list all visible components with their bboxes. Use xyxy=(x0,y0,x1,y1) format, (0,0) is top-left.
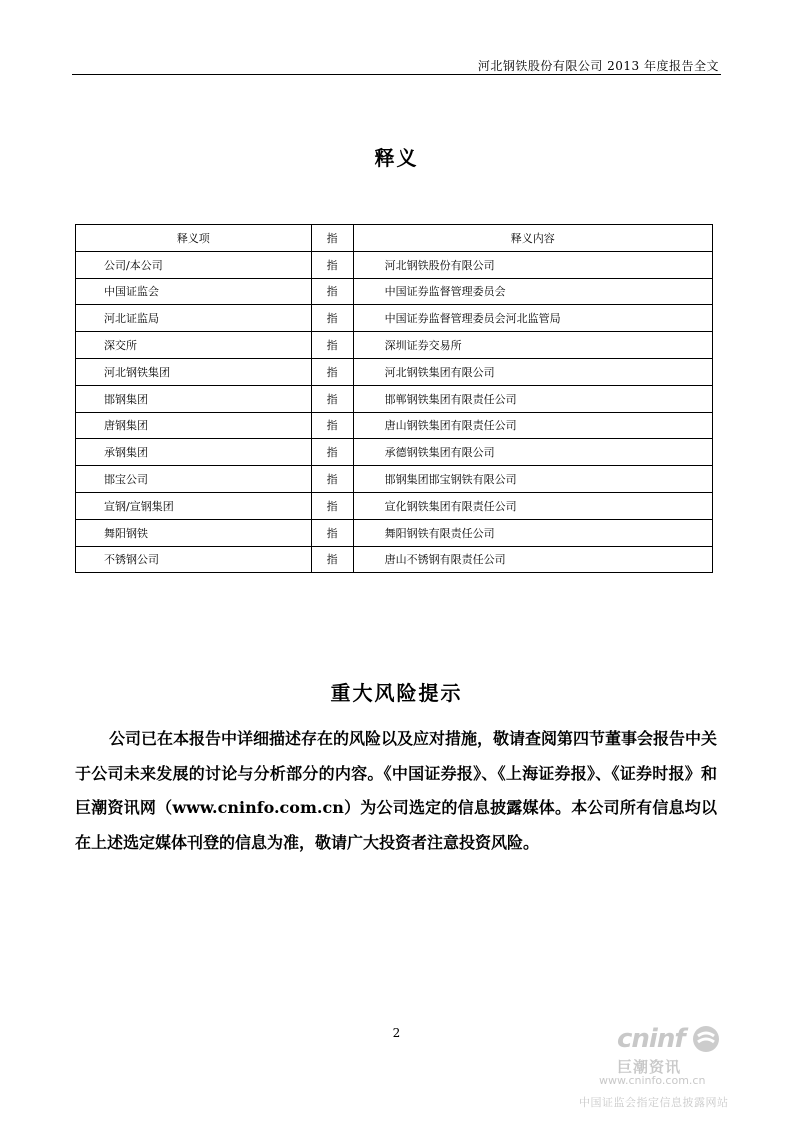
cninfo-logo-icon xyxy=(691,1024,721,1054)
page-number: 2 xyxy=(392,1026,401,1040)
term-cell: 深交所 xyxy=(76,332,312,359)
meaning-cell: 邯郸钢铁集团有限责任公司 xyxy=(353,385,712,412)
mark-cell: 指 xyxy=(311,412,353,439)
mark-cell: 指 xyxy=(311,546,353,573)
definitions-title: 释义 xyxy=(374,146,419,170)
term-cell: 邯宝公司 xyxy=(76,466,312,493)
term-cell: 承钢集团 xyxy=(76,439,312,466)
mark-cell: 指 xyxy=(311,358,353,385)
table-row xyxy=(76,439,713,466)
meaning-cell: 唐山不锈钢有限责任公司 xyxy=(353,546,712,573)
meaning-cell: 承德钢铁集团有限公司 xyxy=(353,439,712,466)
table-row xyxy=(76,385,713,412)
term-cell: 唐钢集团 xyxy=(76,412,312,439)
mark-cell: 指 xyxy=(311,251,353,278)
table-row xyxy=(76,332,713,359)
cninfo-watermark xyxy=(579,1022,769,1114)
term-cell: 舞阳钢铁 xyxy=(76,519,312,546)
mark-cell: 指 xyxy=(311,278,353,305)
mark-cell: 指 xyxy=(311,466,353,493)
definitions-table xyxy=(75,224,713,573)
meaning-cell: 宣化钢铁集团有限责任公司 xyxy=(353,492,712,519)
table-header-row xyxy=(76,225,713,252)
term-cell: 宣钢/宣钢集团 xyxy=(76,492,312,519)
mark-cell: 指 xyxy=(311,492,353,519)
table-row xyxy=(76,412,713,439)
term-cell: 邯钢集团 xyxy=(76,385,312,412)
mark-cell: 指 xyxy=(311,439,353,466)
table-row xyxy=(76,305,713,332)
table-row xyxy=(76,546,713,573)
table-row xyxy=(76,519,713,546)
table-row xyxy=(76,358,713,385)
header-divider xyxy=(72,74,721,75)
meaning-cell: 邯钢集团邯宝钢铁有限公司 xyxy=(353,466,712,493)
report-header-title: 河北钢铁股份有限公司 2013 年度报告全文 xyxy=(477,59,719,73)
meaning-cell: 深圳证券交易所 xyxy=(353,332,712,359)
term-cell: 河北证监局 xyxy=(76,305,312,332)
mark-cell: 指 xyxy=(311,519,353,546)
table-row xyxy=(76,278,713,305)
risk-section-title: 重大风险提示 xyxy=(330,681,463,705)
watermark-tagline: 中国证监会指定信息披露网站 xyxy=(579,1096,729,1109)
column-header-term: 释义项 xyxy=(76,225,312,252)
table-row xyxy=(76,492,713,519)
term-cell: 公司/本公司 xyxy=(76,251,312,278)
term-cell: 中国证监会 xyxy=(76,278,312,305)
meaning-cell: 中国证券监督管理委员会河北监管局 xyxy=(353,305,712,332)
meaning-cell: 唐山钢铁集团有限责任公司 xyxy=(353,412,712,439)
table-row xyxy=(76,466,713,493)
watermark-url: www.cninfo.com.cn xyxy=(599,1074,706,1087)
mark-cell: 指 xyxy=(311,385,353,412)
meaning-cell: 舞阳钢铁有限责任公司 xyxy=(353,519,712,546)
term-cell: 河北钢铁集团 xyxy=(76,358,312,385)
column-header-mark: 指 xyxy=(311,225,353,252)
meaning-cell: 中国证券监督管理委员会 xyxy=(353,278,712,305)
table-row xyxy=(76,251,713,278)
meaning-cell: 河北钢铁股份有限公司 xyxy=(353,251,712,278)
mark-cell: 指 xyxy=(311,305,353,332)
risk-paragraph: 公司已在本报告中详细描述存在的风险以及应对措施，敬请查阅第四节董事会报告中关于公司未来发展的讨论与分析部分的内容。《中国证券报》、《上海证券报》、《证券时报》和巨潮资讯网（www.cninfo.com.cn）为公司选定的信息披露媒体。本公司所有信息均以在上述选定媒体刊登的信息为准，敬请广大投资者注意投资风险。 xyxy=(75,729,718,852)
meaning-cell: 河北钢铁集团有限公司 xyxy=(353,358,712,385)
watermark-name: 巨潮资讯 xyxy=(617,1058,682,1076)
watermark-brand: cninf xyxy=(617,1024,685,1054)
term-cell: 不锈钢公司 xyxy=(76,546,312,573)
mark-cell: 指 xyxy=(311,332,353,359)
column-header-meaning: 释义内容 xyxy=(353,225,712,252)
